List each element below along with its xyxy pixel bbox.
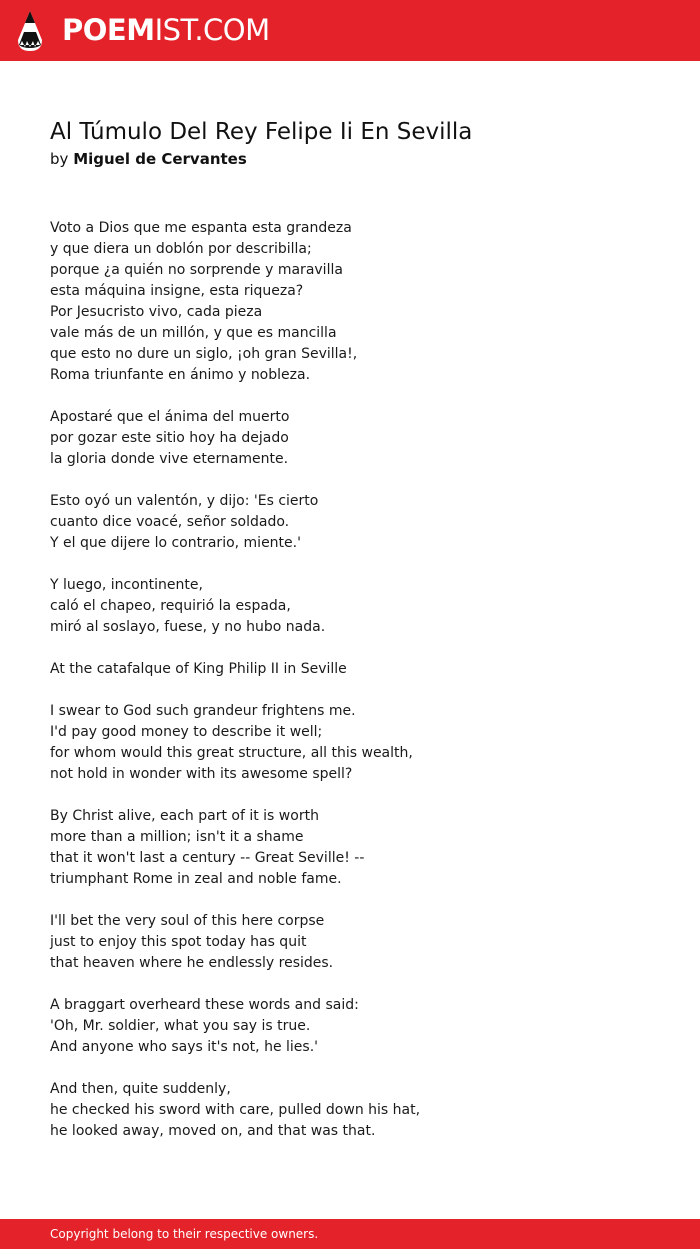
poem-line: I swear to God such grandeur frightens me. — [50, 703, 356, 719]
logo-light-text: IST.COM — [154, 13, 270, 47]
poem-line: Esto oyó un valentón, y dijo: 'Es cierto — [50, 493, 319, 509]
stanza — [50, 1079, 650, 1142]
poem-line: for whom would this great structure, all this wealth, — [50, 745, 413, 761]
poem-body — [50, 218, 650, 1163]
poem-line: Y el que dijere lo contrario, miente.' — [50, 535, 301, 551]
copyright-text: Copyright belong to their respective owners. — [50, 1227, 319, 1241]
poem-line: miró al soslayo, fuese, y no hubo nada. — [50, 619, 326, 635]
poem-line: Y luego, incontinente, — [50, 577, 203, 593]
by-label: by — [50, 150, 69, 168]
site-header — [0, 0, 700, 61]
poem-line: not hold in wonder with its awesome spell? — [50, 766, 353, 782]
poem-line: vale más de un millón, y que es mancilla — [50, 325, 337, 341]
stanza — [50, 491, 650, 554]
byline — [50, 149, 247, 169]
poem-line: just to enjoy this spot today has quit — [50, 934, 307, 950]
poem-line: Roma triunfante en ánimo y nobleza. — [50, 367, 311, 383]
poem-line: more than a million; isn't it a shame — [50, 829, 304, 845]
poem-line: he checked his sword with care, pulled down his hat, — [50, 1102, 421, 1118]
poem-line: that heaven where he endlessly resides. — [50, 955, 334, 971]
stanza — [50, 806, 650, 890]
poem-line: At the catafalque of King Philip II in Seville — [50, 661, 347, 677]
poem-line: que esto no dure un siglo, ¡oh gran Sevilla!, — [50, 346, 358, 362]
poem-line: I'd pay good money to describe it well; — [50, 724, 323, 740]
poem-line: caló el chapeo, requirió la espada, — [50, 598, 291, 614]
poem-line: I'll bet the very soul of this here corpse — [50, 913, 325, 929]
poem-line: he looked away, moved on, and that was that. — [50, 1123, 376, 1139]
author-name: Miguel de Cervantes — [73, 150, 247, 168]
stanza — [50, 911, 650, 974]
poem-line: Apostaré que el ánima del muerto — [50, 409, 290, 425]
stanza — [50, 575, 650, 638]
logo-bold-text: POEM — [62, 13, 155, 47]
poem-line: And anyone who says it's not, he lies.' — [50, 1039, 318, 1055]
stanza — [50, 407, 650, 470]
poem-line: triumphant Rome in zeal and noble fame. — [50, 871, 342, 887]
stanza — [50, 701, 650, 785]
stanza — [50, 995, 650, 1058]
poem-line: la gloria donde vive eternamente. — [50, 451, 289, 467]
stanza — [50, 659, 650, 680]
poem-line: And then, quite suddenly, — [50, 1081, 231, 1097]
poem-line: Voto a Dios que me espanta esta grandeza — [50, 220, 352, 236]
stanza — [50, 218, 650, 386]
site-footer — [0, 1219, 700, 1249]
poem-line: esta máquina insigne, esta riqueza? — [50, 283, 304, 299]
poem-line: Por Jesucristo vivo, cada pieza — [50, 304, 263, 320]
poem-line: y que diera un doblón por describilla; — [50, 241, 312, 257]
poem-line: porque ¿a quién no sorprende y maravilla — [50, 262, 343, 278]
poem-line: cuanto dice voacé, señor soldado. — [50, 514, 290, 530]
poem-line: By Christ alive, each part of it is worth — [50, 808, 319, 824]
pencil-tip-icon[interactable] — [17, 10, 43, 52]
poem-line: A braggart overheard these words and said: — [50, 997, 359, 1013]
poem-title: Al Túmulo Del Rey Felipe Ii En Sevilla — [50, 119, 473, 145]
site-logo[interactable] — [62, 12, 270, 48]
poem-line: that it won't last a century -- Great Seville! -- — [50, 850, 365, 866]
poem-line: por gozar este sitio hoy ha dejado — [50, 430, 289, 446]
poem-line: 'Oh, Mr. soldier, what you say is true. — [50, 1018, 311, 1034]
